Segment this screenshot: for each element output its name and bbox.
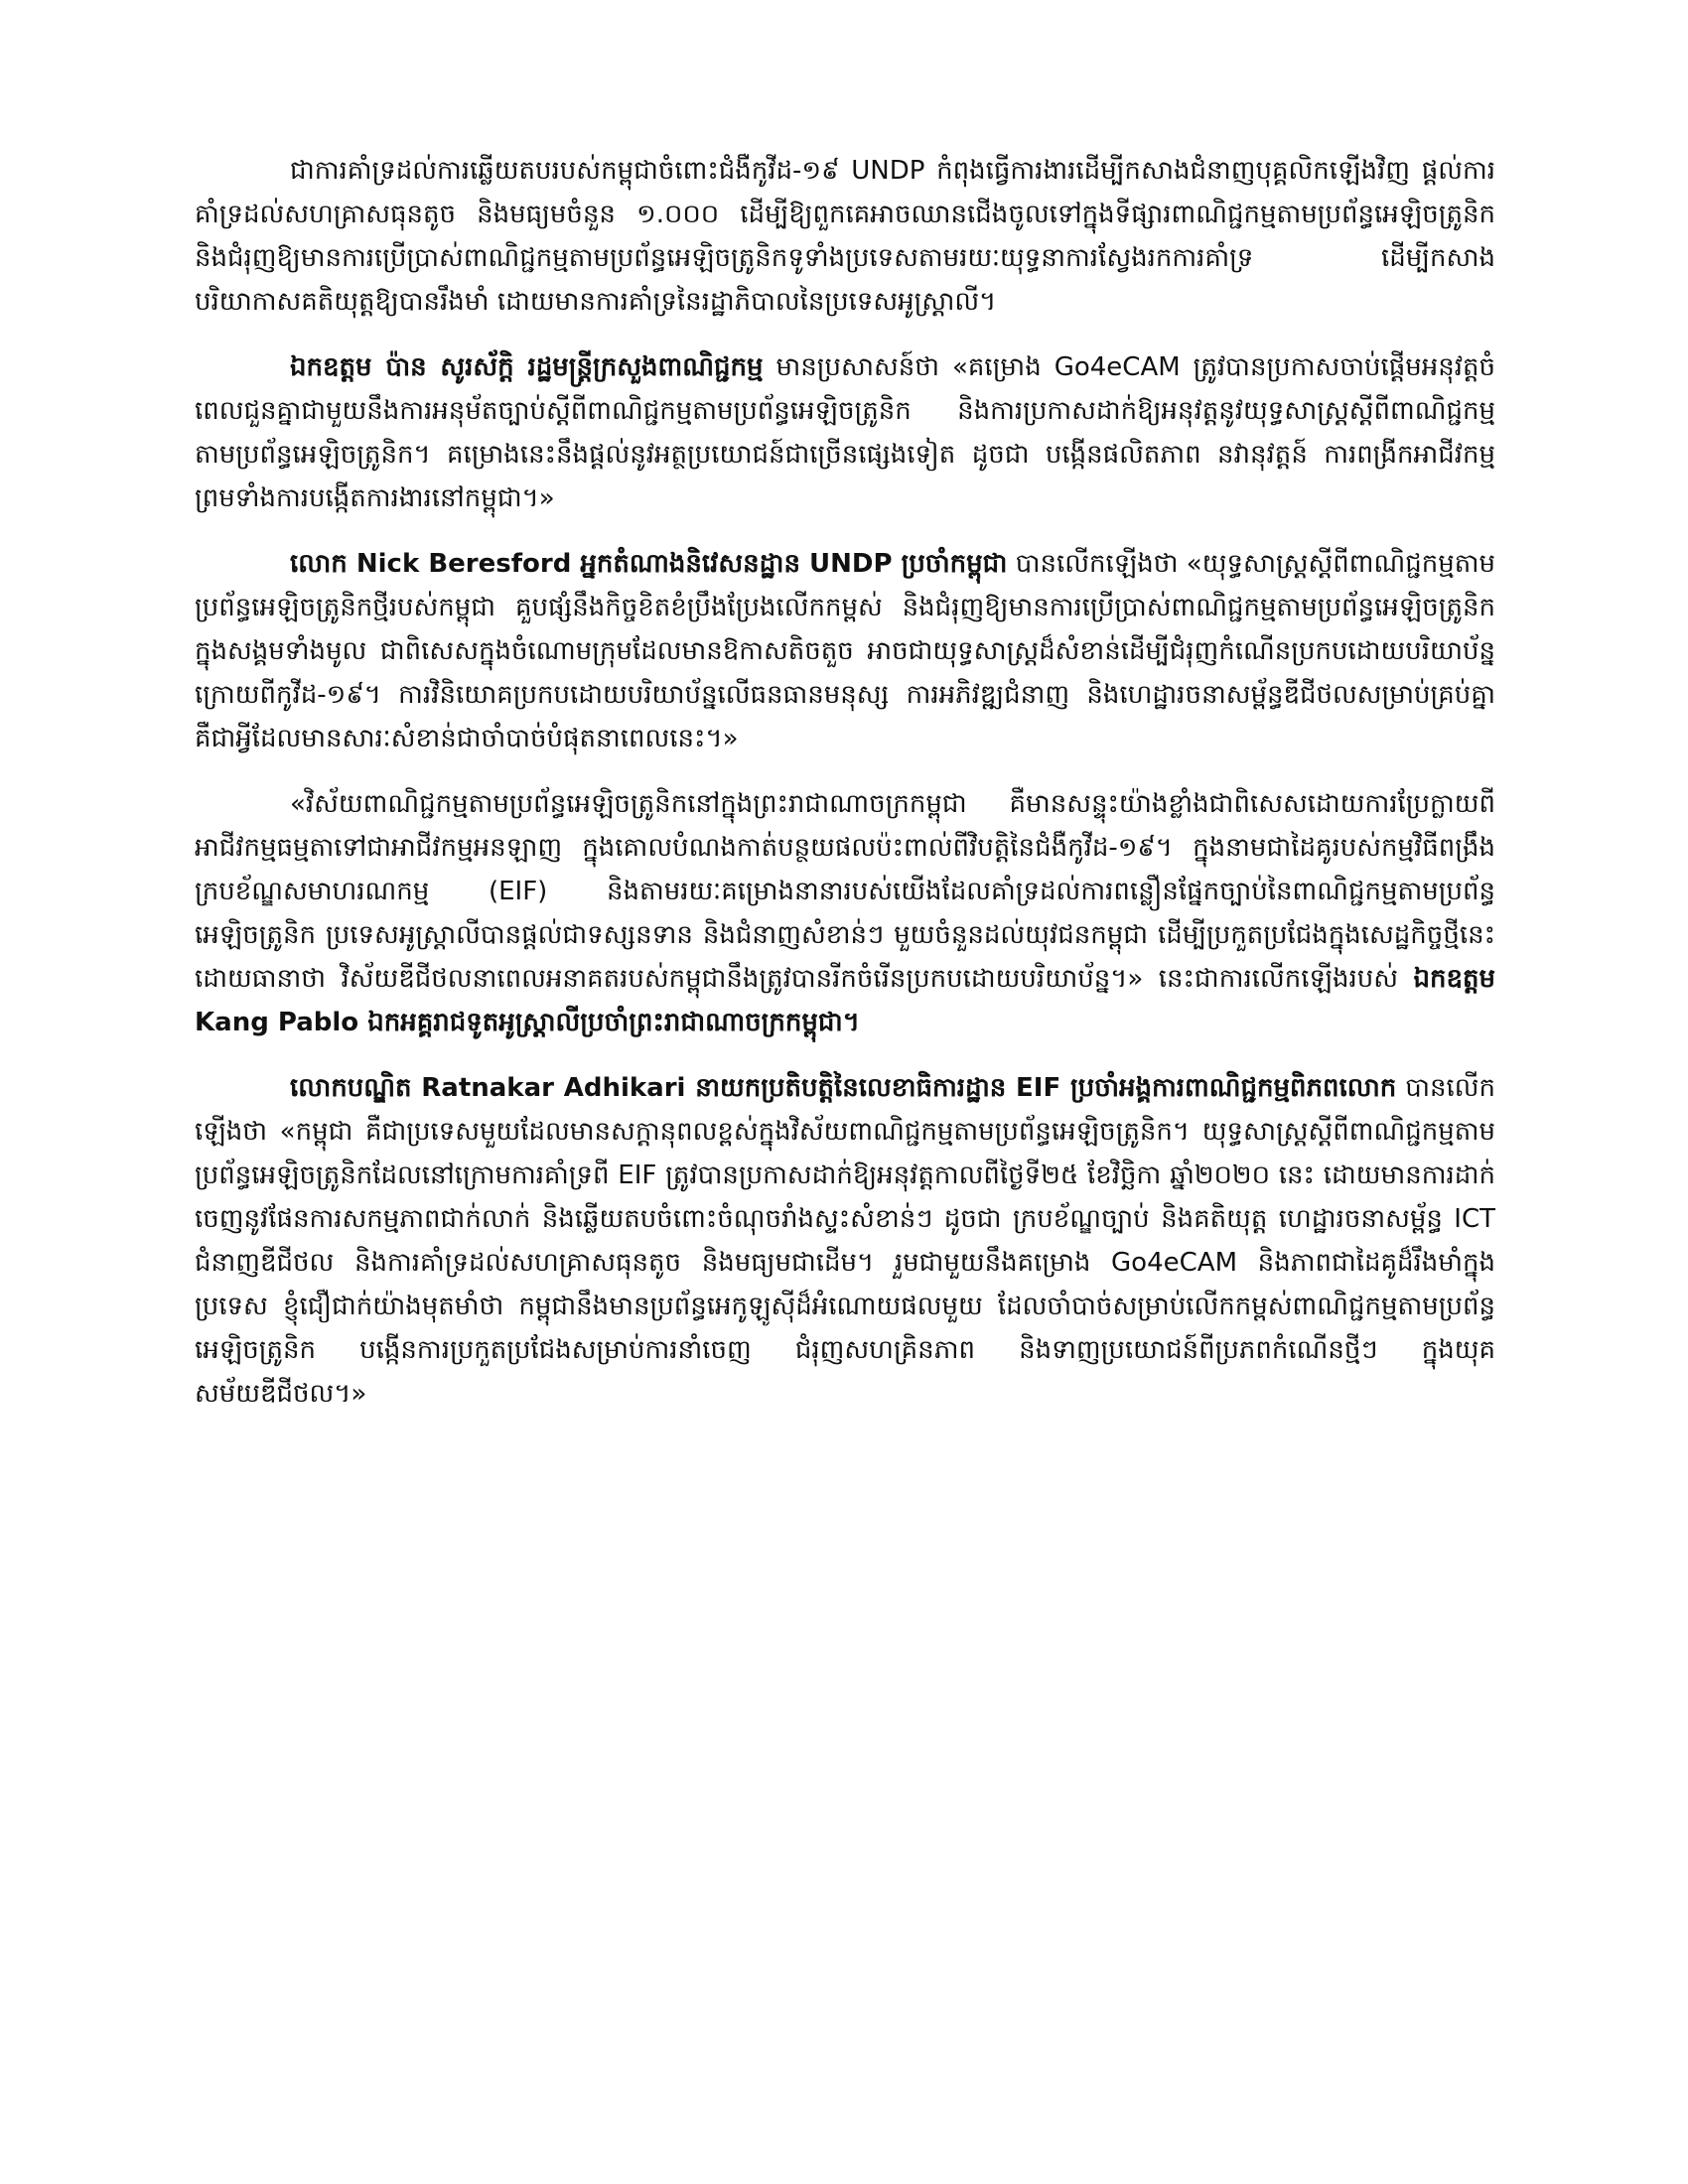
paragraph-text: បានលើកឡើងថា «កម្ពុជា គឺជាប្រទេសមួយដែលមានសក្តានុពលខ្ពស់ក្នុងវិស័យពាណិជ្ជកម្មតាមប្រព័ន្ធអេឡិចត្រូនិក។ យុទ្ធសាស្ត្រស្តីពីពាណិជ្ជកម្មតាមប្រព័ន្ធអេឡិចត្រូនិកដែលនៅក្រោមការគាំទ្រពី EIF ត្រូវបានប្រកាសដាក់ឱ្យអនុវត្តកាលពីថ្ងៃទី២៥ ខែវិច្ឆិកា ឆ្នាំ២០២០ នេះ ដោយមានការដាក់ចេញនូវផែនការសកម្មភាពជាក់លាក់ និងឆ្លើយតបចំពោះចំណុចរាំងស្ទះសំខាន់ៗ ដូចជា ក្របខ័ណ្ឌច្បាប់ និងគតិយុត្ត ហេដ្ឋារចនាសម្ព័ន្ធ ICT ជំនាញឌីជីថល និងការគាំទ្រដល់សហគ្រាសធុនតូច និងមធ្យមជាដើម។ រួមជាមួយនឹងគម្រោង Go4eCAM និងភាពជាដៃគូដ៏រឹងមាំក្នុងប្រទេស ខ្ញុំជឿជាក់យ៉ាងមុតមាំថា កម្ពុជានឹងមានប្រព័ន្ធអេកូឡូស៊ីដ៏អំណោយផលមួយ ដែលចាំបាច់សម្រាប់លើកកម្ពស់ពាណិជ្ជកម្មតាមប្រព័ន្ធអេឡិចត្រូនិក បង្កើនការប្រកួតប្រជែងសម្រាប់ការនាំចេញ ជំរុញសហគ្រិនភាព និងទាញប្រយោជន៍ពីប្រភពកំណើនថ្មីៗ ក្នុងយុគសម័យឌីជីថល។» xyxy=(195,1073,1495,1409)
paragraph-undp-support xyxy=(195,149,1495,324)
speaker-name: លោកបណ្ឌិត Ratnakar Adhikari នាយកប្រតិបត្តិនៃលេខាធិការដ្ឋាន EIF ប្រចាំអង្គការពាណិជ្ជកម្មពិភពលោក xyxy=(290,1073,1397,1103)
paragraph-minister-quote xyxy=(195,345,1495,520)
document-page xyxy=(195,149,1495,1416)
paragraph-text: បានលើកឡើងថា «យុទ្ធសាស្ត្រស្តីពីពាណិជ្ជកម្មតាមប្រព័ន្ធអេឡិចត្រូនិកថ្មីរបស់កម្ពុជា គួបផ្សំនឹងកិច្ចខិតខំប្រឹងប្រែងលើកកម្ពស់ និងជំរុញឱ្យមានការប្រើប្រាស់ពាណិជ្ជកម្មតាមប្រព័ន្ធអេឡិចត្រូនិកក្នុងសង្គមទាំងមូល ជាពិសេសក្នុងចំណោមក្រុមដែលមានឱកាសតិចតួច អាចជាយុទ្ធសាស្ត្រដ៏សំខាន់ដើម្បីជំរុញកំណើនប្រកបដោយបរិយាប័ន្នក្រោយពីកូវីដ-១៩។ ការវិនិយោគប្រកបដោយបរិយាប័ន្នលើធនធានមនុស្ស ការអភិវឌ្ឍជំនាញ និងហេដ្ឋារចនាសម្ព័ន្ធឌីជីថលសម្រាប់គ្រប់គ្នា គឺជាអ្វីដែលមានសារៈសំខាន់ជាចាំបាច់បំផុតនាពេលនេះ។» xyxy=(195,549,1496,753)
paragraph-eif-director-quote xyxy=(195,1066,1495,1416)
paragraph-ambassador-quote xyxy=(195,782,1495,1044)
speaker-name: ឯកឧត្តម ប៉ាន សូរស័ក្តិ រដ្ឋមន្ត្រីក្រសួងពាណិជ្ជកម្ម xyxy=(290,352,764,382)
speaker-name: លោក Nick Beresford អ្នកតំណាងនិវេសនដ្ឋាន UNDP ប្រចាំកម្ពុជា xyxy=(290,549,1008,579)
speaker-name: ឯកឧត្តម Kang Pablo ឯកអគ្គរាជទូតអូស្ត្រាលីប្រចាំព្រះរាជាណាចក្រកម្ពុជា។ xyxy=(195,964,1495,1037)
paragraph-text: «វិស័យពាណិជ្ជកម្មតាមប្រព័ន្ធអេឡិចត្រូនិកនៅក្នុងព្រះរាជាណាចក្រកម្ពុជា គឺមានសន្ទុះយ៉ាងខ្លាំងជាពិសេសដោយការប្រែក្លាយពីអាជីវកម្មធម្មតាទៅជាអាជីវកម្មអនឡាញ ក្នុងគោលបំណងកាត់បន្ថយផលប៉ះពាល់ពីវិបត្តិនៃជំងឺកូវីដ-១៩។ ក្នុងនាមជាដៃគូរបស់កម្មវិធីពង្រឹងក្របខ័ណ្ឌសមាហរណកម្ម (EIF) និងតាមរយៈគម្រោងនានារបស់យើងដែលគាំទ្រដល់ការពន្លឿនផ្នែកច្បាប់នៃពាណិជ្ជកម្មតាមប្រព័ន្ធអេឡិចត្រូនិក ប្រទេសអូស្ត្រាលីបានផ្តល់ជាទស្សនទាន និងជំនាញសំខាន់ៗ មួយចំនួនដល់យុវជនកម្ពុជា ដើម្បីប្រកួតប្រជែងក្នុងសេដ្ឋកិច្ចថ្មីនេះ ដោយធានាថា វិស័យឌីជីថលនាពេលអនាគតរបស់កម្ពុជានឹងត្រូវបានរីកចំរើនប្រកបដោយបរិយាប័ន្ន។» នេះជាការលើកឡើងរបស់ xyxy=(195,789,1495,994)
paragraph-text: ជាការគាំទ្រដល់ការឆ្លើយតបរបស់កម្ពុជាចំពោះជំងឺកូវីដ-១៩ UNDP កំពុងធ្វើការងារដើម្បីកសាងជំនាញបុគ្គលិកឡើងវិញ ផ្តល់ការគាំទ្រដល់សហគ្រាសធុនតូច និងមធ្យមចំនួន ១.០០០ ដើម្បីឱ្យពួកគេអាចឈានជើងចូលទៅក្នុងទីផ្សារពាណិជ្ជកម្មតាមប្រព័ន្ធអេឡិចត្រូនិក និងជំរុញឱ្យមានការប្រើប្រាស់ពាណិជ្ជកម្មតាមប្រព័ន្ធអេឡិចត្រូនិកទូទាំងប្រទេសតាមរយៈយុទ្ធនាការស្វែងរកការគាំទ្រ ដើម្បីកសាងបរិយាកាសគតិយុត្តឱ្យបានរឹងមាំ ដោយមានការគាំទ្រនៃរដ្ឋាភិបាលនៃប្រទេសអូស្ត្រាលី។ xyxy=(195,156,1495,317)
paragraph-text: មានប្រសាសន៍ថា «គម្រោង Go4eCAM ត្រូវបានប្រកាសចាប់ផ្តើមអនុវត្តចំពេលជួនគ្នាជាមួយនឹងការអនុម័តច្បាប់ស្តីពីពាណិជ្ជកម្មតាមប្រព័ន្ធអេឡិចត្រូនិក និងការប្រកាសដាក់ឱ្យអនុវត្តនូវយុទ្ធសាស្ត្រស្តីពីពាណិជ្ជកម្មតាមប្រព័ន្ធអេឡិចត្រូនិក។ គម្រោងនេះនឹងផ្តល់នូវអត្ថប្រយោជន៍ជាច្រើនផ្សេងទៀត ដូចជា បង្កើនផលិតភាព នវានុវត្តន៍ ការពង្រីកអាជីវកម្ម ព្រមទាំងការបង្កើតការងារនៅកម្ពុជា។» xyxy=(195,352,1495,513)
paragraph-undp-representative-quote xyxy=(195,542,1495,760)
